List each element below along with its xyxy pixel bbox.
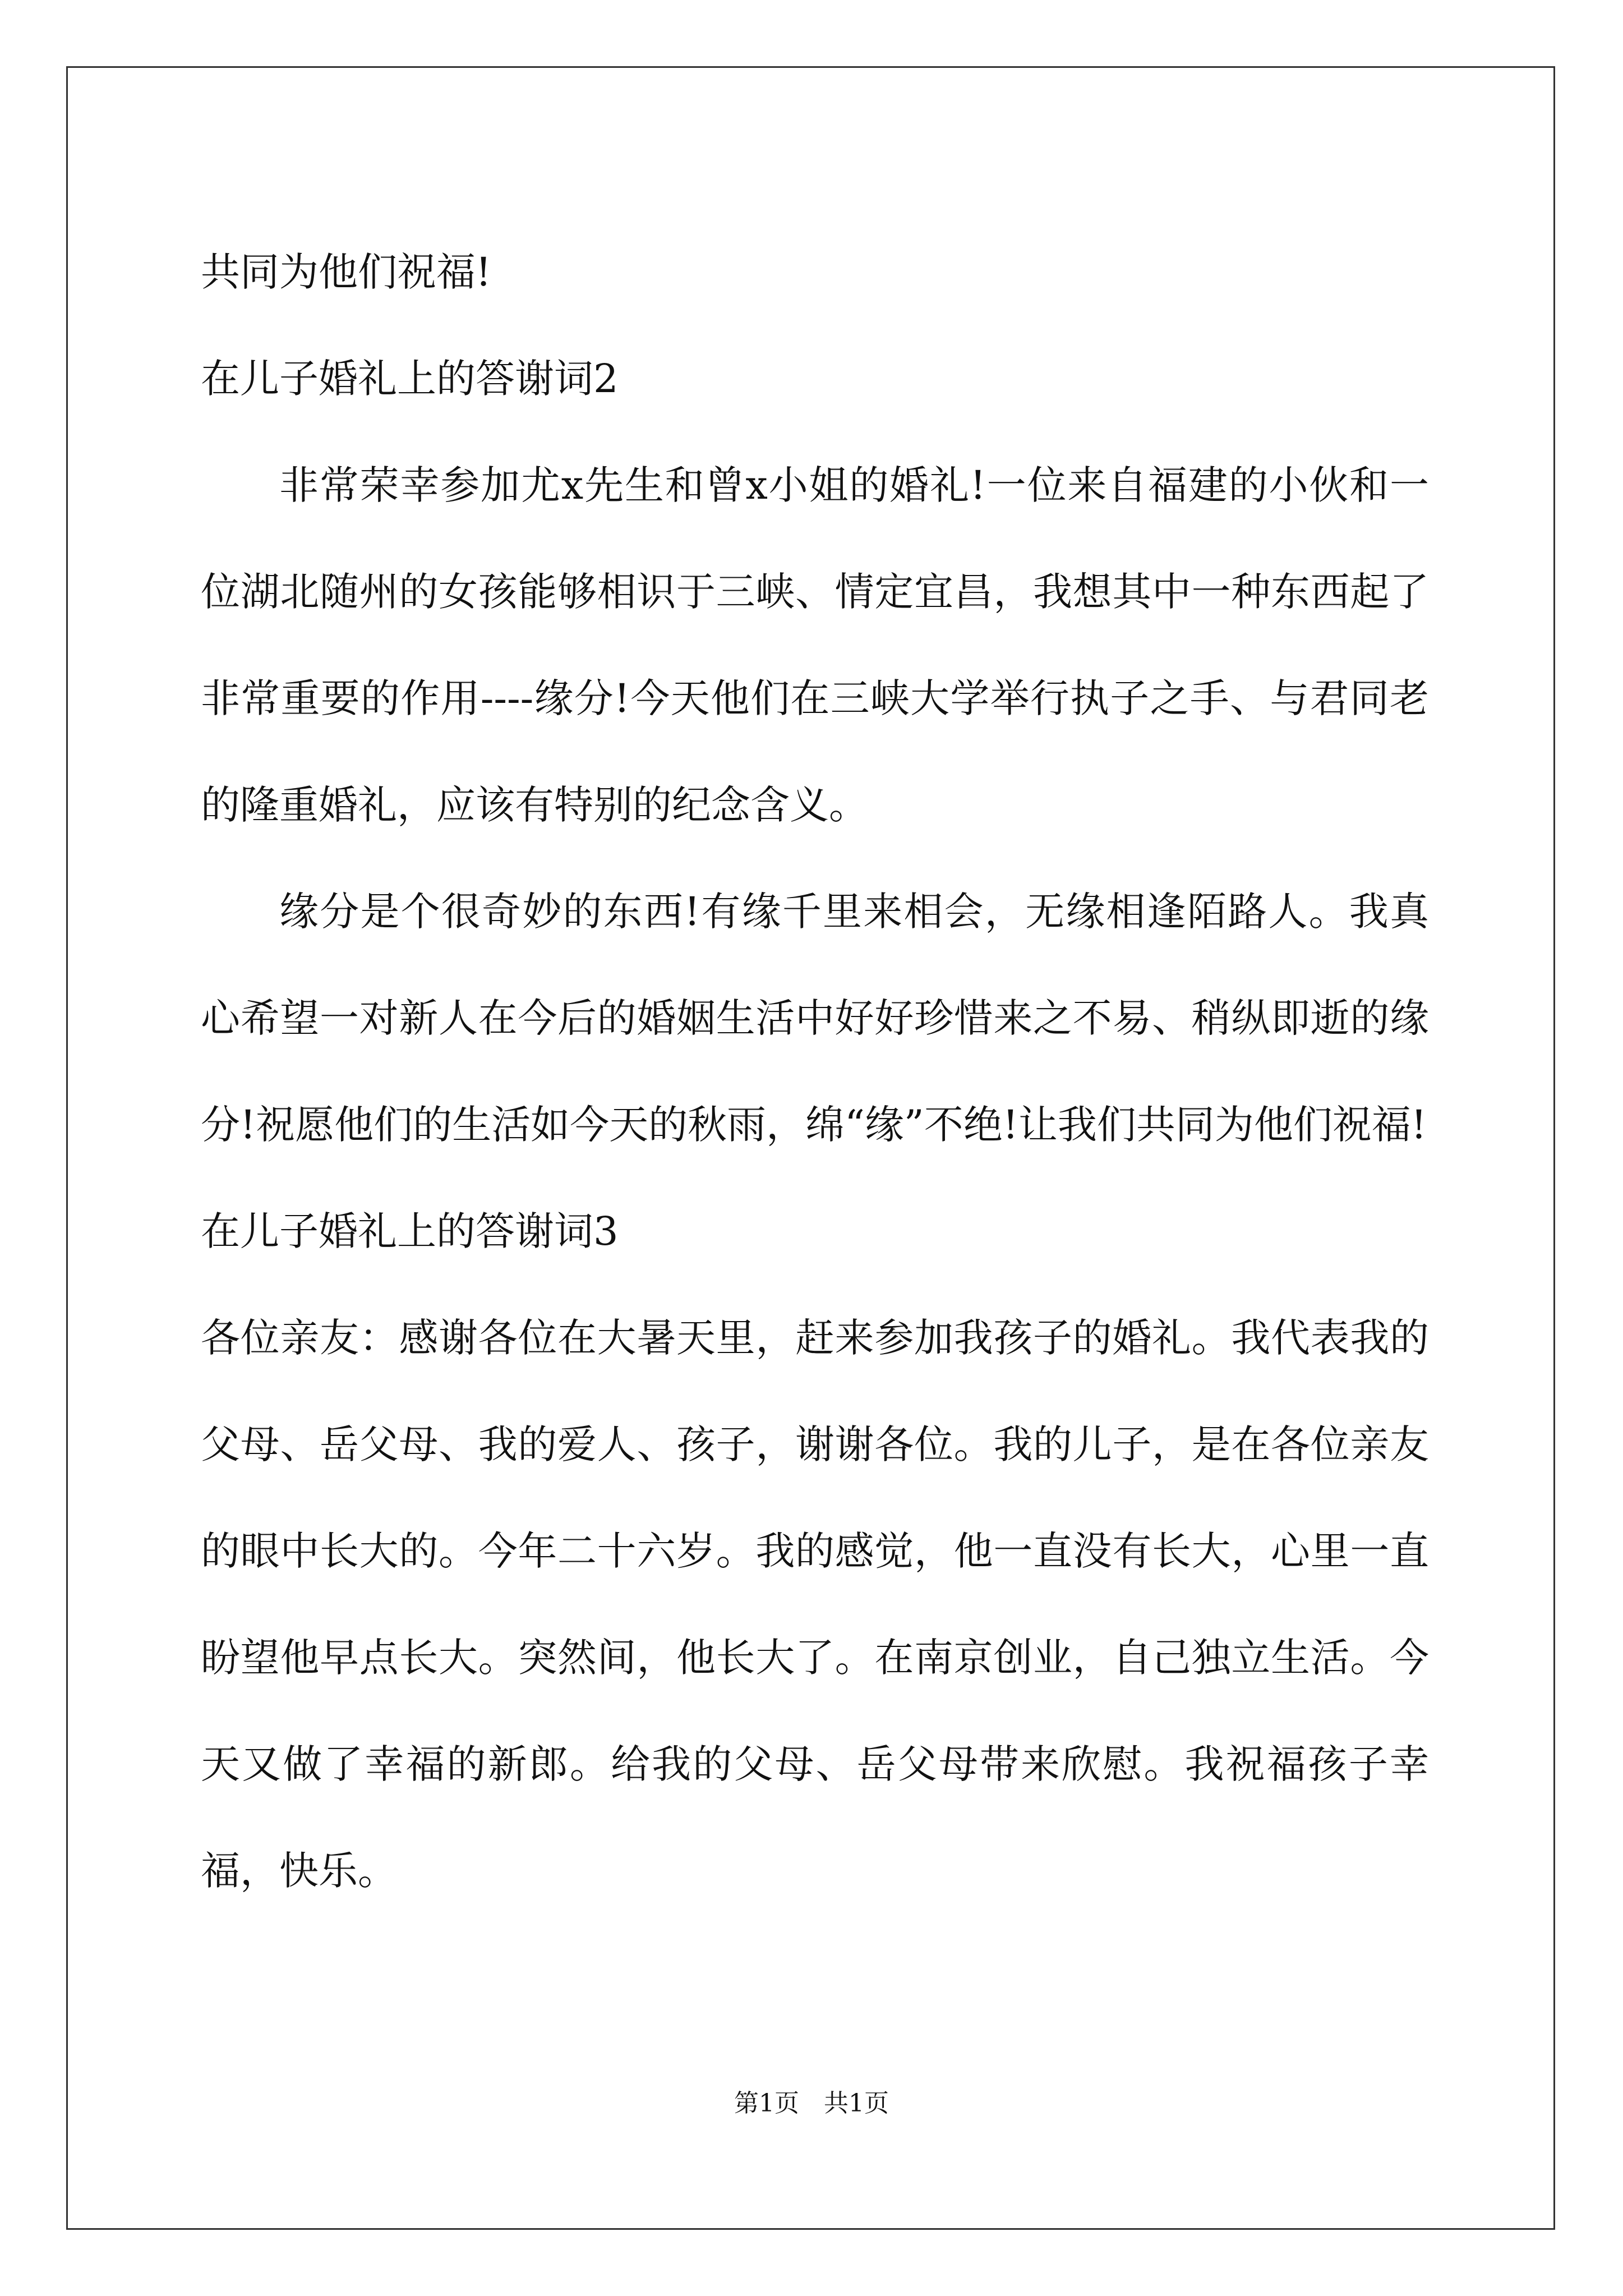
section-heading-3: 在儿子婚礼上的答谢词3	[201, 1208, 619, 1254]
paragraph-speech-3: 各位亲友：感谢各位在大暑天里，赶来参加我孩子的婚礼。我代表我的父母、岳父母、我的爱人、孩子，谢谢各位。我的儿子，是在各位亲友的眼中长大的。今年二十六岁。我的感觉，他一直没有长大，心里一直盼望他早点长大。突然间，他长大了。在南京创业，自己独立生活。今天又做了幸福的新郎。给我的父母、岳父母带来欣慰。我祝福孩子幸福，快乐。	[201, 1315, 1429, 1894]
paragraph-closing-blessing: 共同为他们祝福!	[201, 249, 492, 295]
document-body	[201, 219, 1429, 1924]
paragraph-speech-2-part-2: 缘分是个很奇妙的东西!有缘千里来相会，无缘相逢陌路人。我真心希望一对新人在今后的婚姻生活中好好珍惜来之不易、稍纵即逝的缘分!祝愿他们的生活如今天的秋雨，绵“缘”不绝!让我们共同为他们祝福!	[201, 889, 1429, 1148]
section-heading-2: 在儿子婚礼上的答谢词2	[201, 356, 619, 402]
paragraph-speech-2-part-1: 非常荣幸参加尤x先生和曾x小姐的婚礼!一位来自福建的小伙和一位湖北随州的女孩能够相识于三峡、情定宜昌，我想其中一种东西起了非常重要的作用----缘分!今天他们在三峡大学举行执子之手、与君同老的隆重婚礼，应该有特别的纪念含义。	[201, 462, 1429, 828]
page-footer: 第1页 共1页	[734, 2089, 889, 2118]
